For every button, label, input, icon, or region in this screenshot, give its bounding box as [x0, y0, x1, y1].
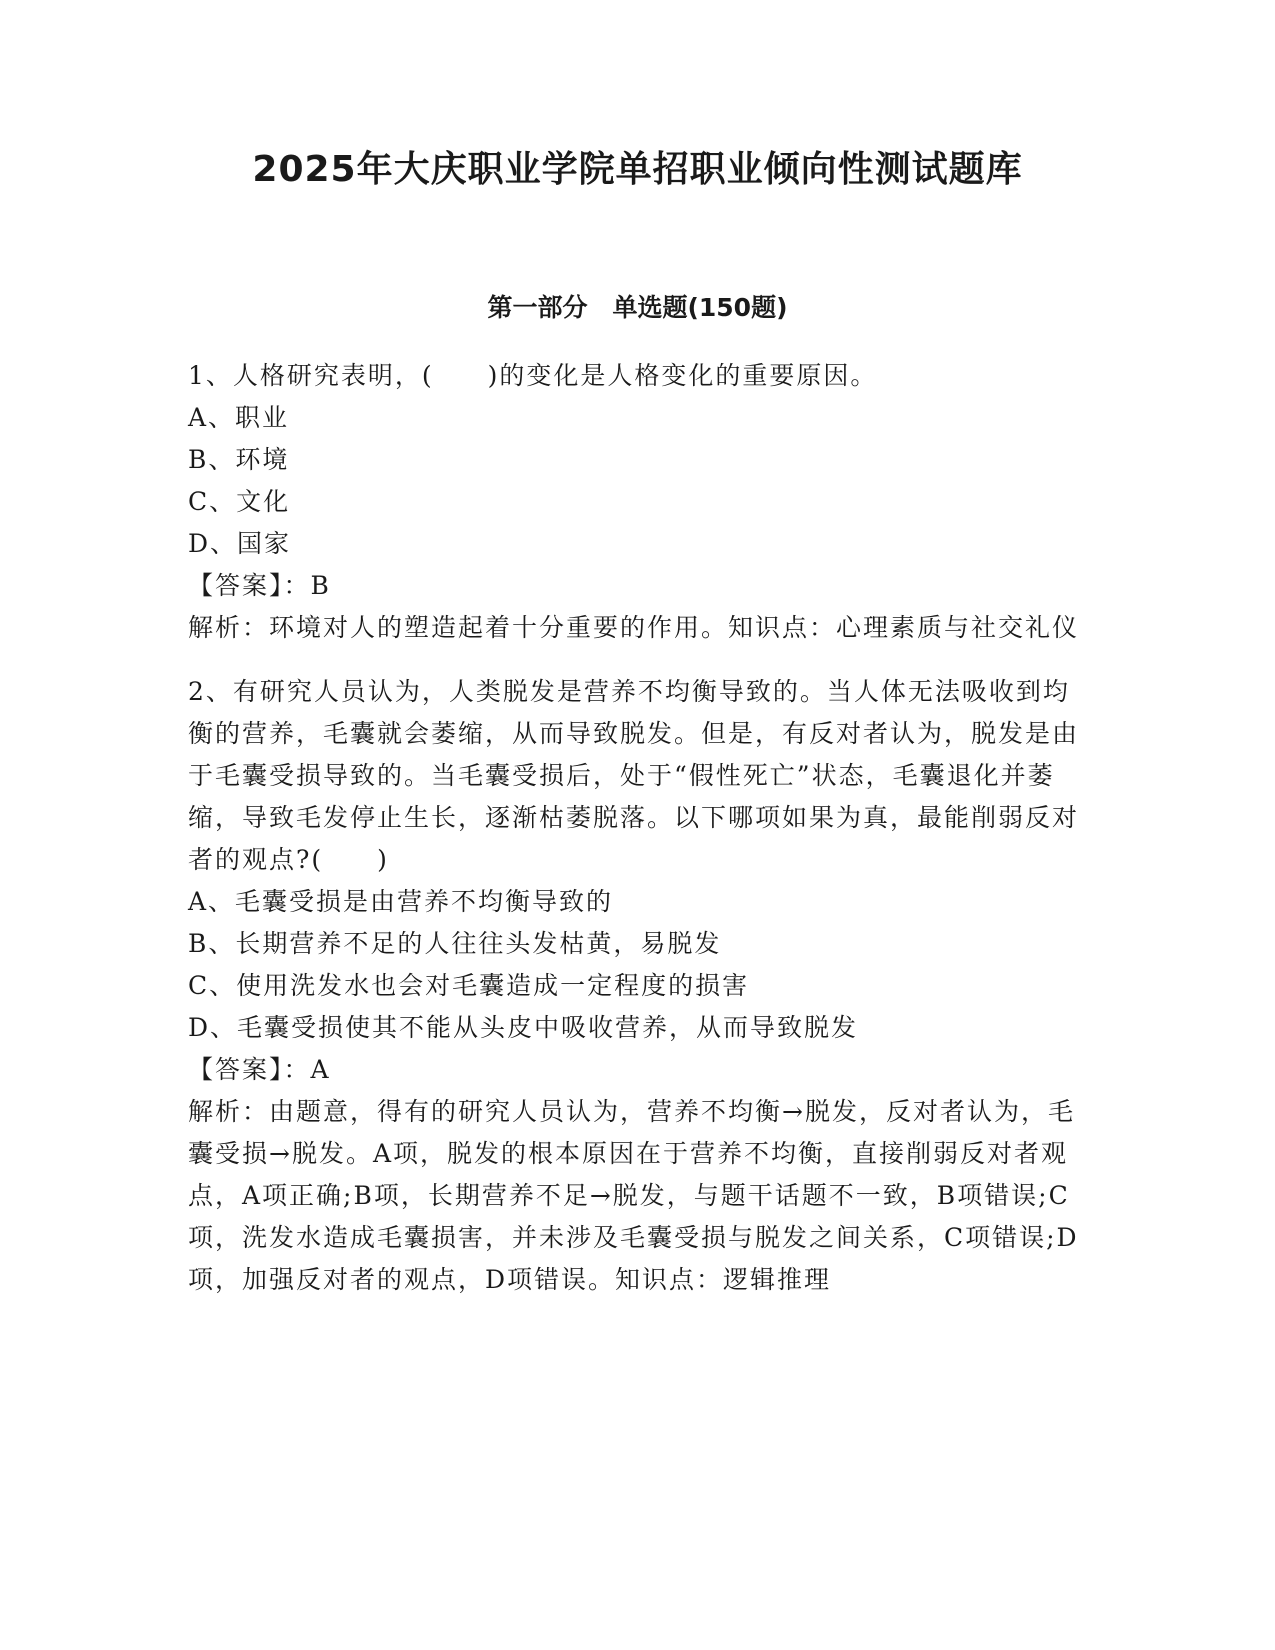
section-title: 第一部分 单选题(150题): [487, 293, 788, 322]
answer-label: 【答案】：: [188, 571, 311, 600]
answer-value: A: [310, 1055, 331, 1084]
question-list: [188, 355, 1088, 1301]
option-a: A、职业: [188, 403, 290, 432]
option-d: D、毛囊受损使其不能从头皮中吸收营养，从而导致脱发: [188, 1013, 859, 1042]
question-stem: 2、有研究人员认为，人类脱发是营养不均衡导致的。当人体无法吸收到均衡的营养，毛囊就会萎缩，从而导致脱发。但是，有反对者认为，脱发是由于毛囊受损导致的。当毛囊受损后，处于“假性死亡”状态，毛囊退化并萎缩，导致毛发停止生长，逐渐枯萎脱落。以下哪项如果为真，最能削弱反对者的观点?( ): [188, 677, 1080, 874]
option-d: D、国家: [188, 529, 292, 558]
option-b: B、长期营养不足的人往往头发枯黄，易脱发: [188, 929, 722, 958]
question-stem: 1、人格研究表明，( )的变化是人格变化的重要原因。: [188, 361, 878, 390]
answer-line: [188, 565, 1088, 607]
option-b: B、环境: [188, 445, 290, 474]
document-title: 2025年大庆职业学院单招职业倾向性测试题库: [252, 149, 1023, 190]
answer-value: B: [310, 571, 331, 600]
analysis-text: 解析：由题意，得有的研究人员认为，营养不均衡→脱发，反对者认为，毛囊受损→脱发。A项，脱发的根本原因在于营养不均衡，直接削弱反对者观点，A项正确;B项，长期营养不足→脱发，与题干话题不一致，B项错误;C项，洗发水造成毛囊损害，并未涉及毛囊受损与脱发之间关系，C项错误;D项，加强反对者的观点，D项错误。知识点：逻辑推理: [188, 1097, 1079, 1294]
option-c: C、使用洗发水也会对毛囊造成一定程度的损害: [188, 971, 750, 1000]
option-a: A、毛囊受损是由营养不均衡导致的: [188, 887, 614, 916]
answer-line: [188, 1049, 1088, 1091]
question-2: [188, 671, 1088, 1301]
analysis-text: 解析：环境对人的塑造起着十分重要的作用。知识点：心理素质与社交礼仪: [188, 613, 1080, 642]
answer-label: 【答案】：: [188, 1055, 311, 1084]
question-1: [188, 355, 1088, 649]
option-c: C、文化: [188, 487, 291, 516]
